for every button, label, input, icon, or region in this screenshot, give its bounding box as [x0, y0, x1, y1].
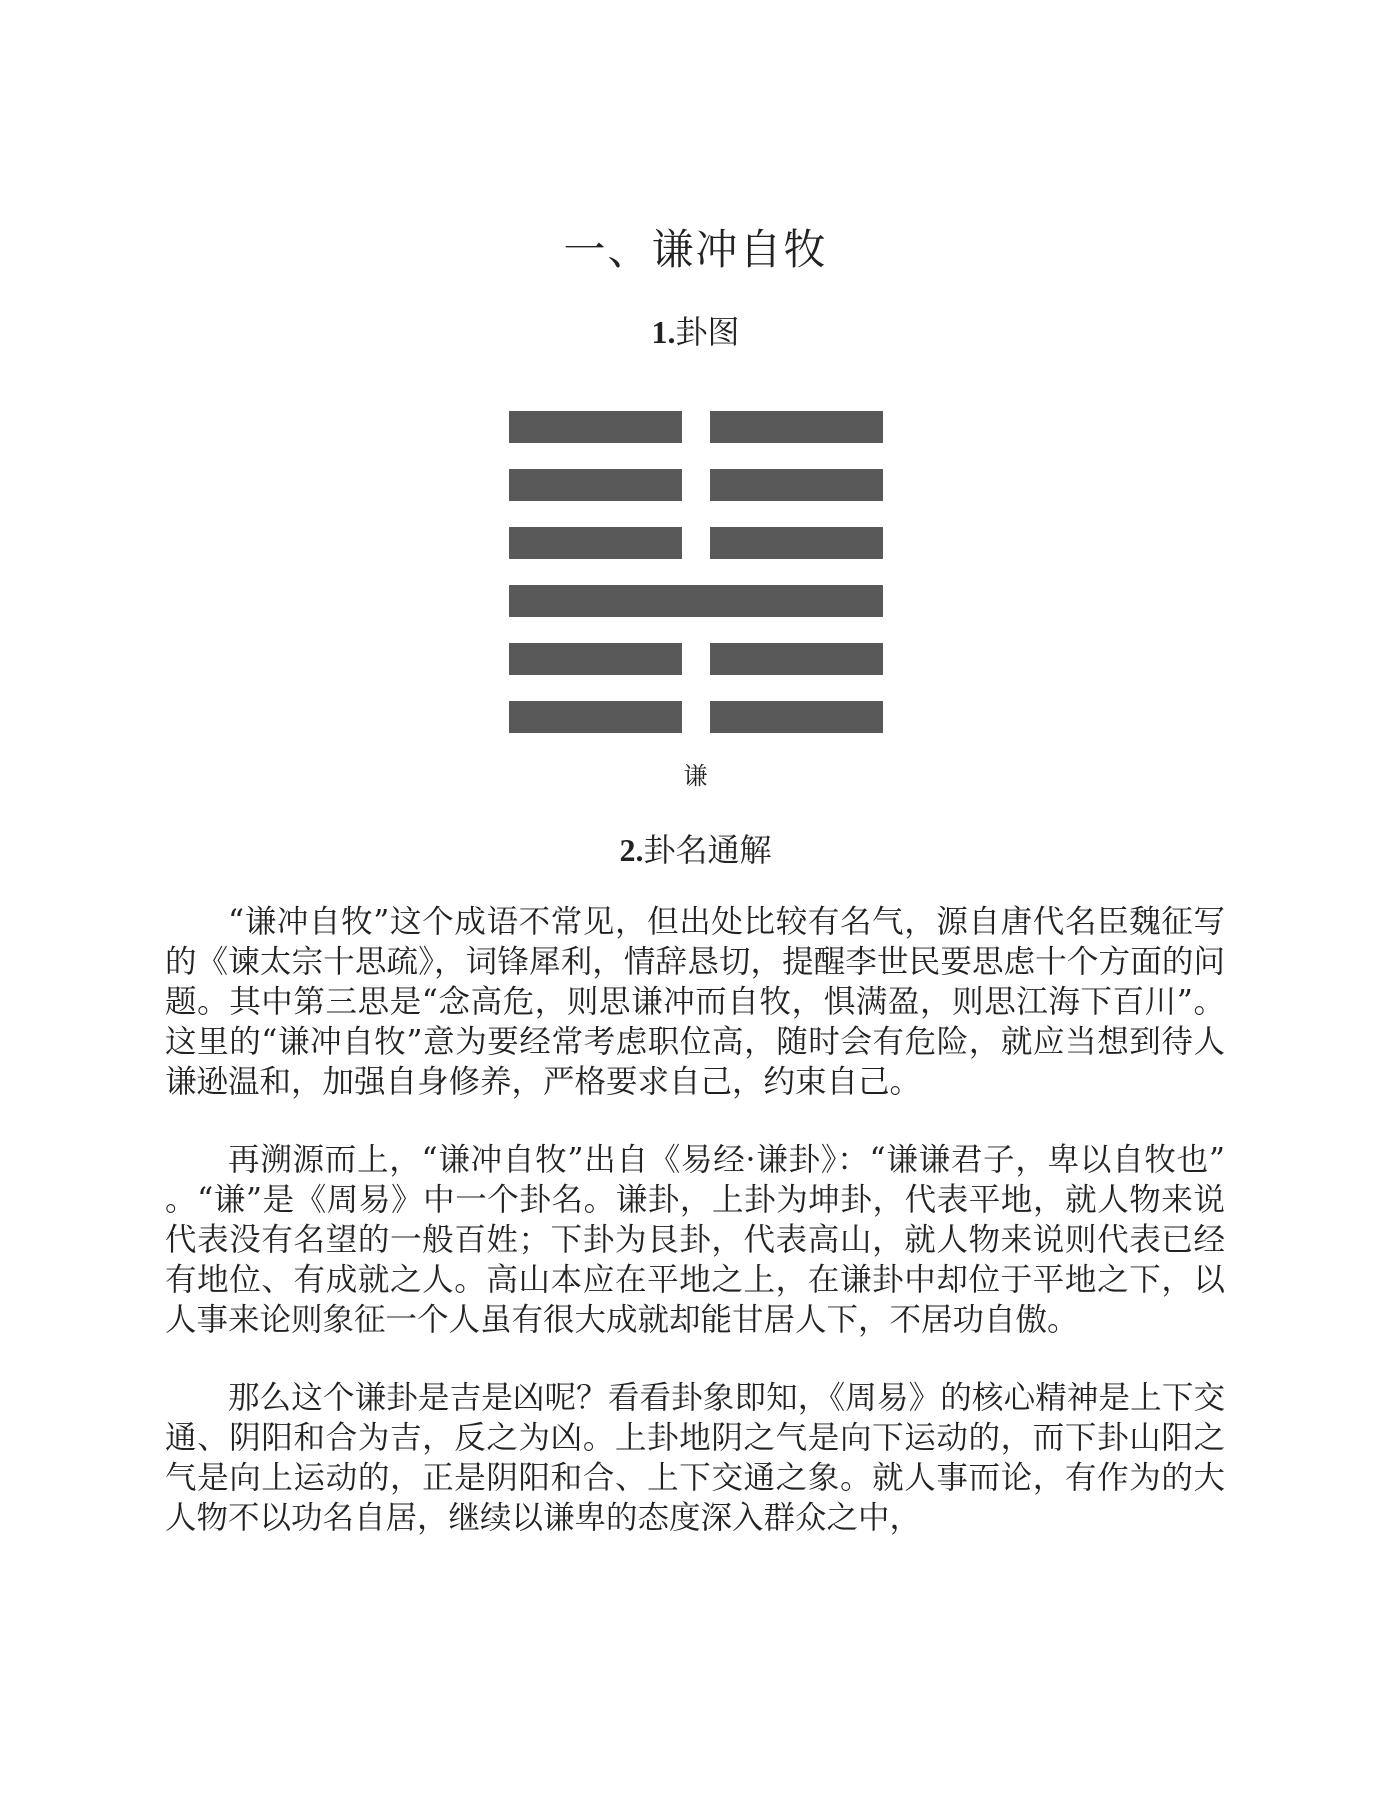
hexagram-line-segment: [509, 411, 682, 443]
hexagram-yin-line: [509, 527, 883, 559]
section-label: 卦名通解: [643, 831, 772, 869]
body-text: [165, 902, 1225, 1576]
section-label: 卦图: [675, 313, 740, 351]
hexagram-yin-line: [509, 469, 883, 501]
hexagram-line-segment: [509, 469, 682, 501]
hexagram-line-segment: [710, 411, 883, 443]
section-heading-name-explanation: [0, 828, 1391, 872]
chapter-title: 一、谦冲自牧: [563, 225, 828, 274]
hexagram-yang-line: [509, 585, 883, 617]
hexagram-line-segment: [710, 527, 883, 559]
hexagram-line-segment: [509, 701, 682, 733]
hexagram-yin-line: [509, 701, 883, 733]
hexagram-line-segment: [710, 643, 883, 675]
hexagram-line-segment: [509, 527, 682, 559]
section-number: 2.: [619, 832, 644, 868]
paragraph: 再溯源而上，“谦冲自牧”出自《易经·谦卦》：“谦谦君子，卑以自牧也”。“谦”是《周易》中一个卦名。谦卦，上卦为坤卦，代表平地，就人物来说代表没有名望的一般百姓；下卦为艮卦，代表高山，就人物来说则代表已经有地位、有成就之人。高山本应在平地之上，在谦卦中却位于平地之下，以人事来论则象征一个人虽有很大成就却能甘居人下，不居功自傲。: [165, 1142, 1225, 1338]
hexagram-line-segment: [509, 585, 883, 617]
hexagram-yin-line: [509, 643, 883, 675]
hexagram-line-segment: [710, 701, 883, 733]
hexagram-line-segment: [710, 469, 883, 501]
hexagram-caption: 谦: [683, 762, 708, 790]
paragraph: 那么这个谦卦是吉是凶呢？看看卦象即知，《周易》的核心精神是上下交通、阴阳和合为吉，反之为凶。上卦地阴之气是向下运动的，而下卦山阳之气是向上运动的，正是阴阳和合、上下交通之象。就人事而论，有作为的大人物不以功名自居，继续以谦卑的态度深入群众之中，: [165, 1380, 1225, 1536]
hexagram-diagram: [509, 411, 883, 735]
section-number: 1.: [651, 314, 676, 350]
paragraph: “谦冲自牧”这个成语不常见，但出处比较有名气，源自唐代名臣魏征写的《谏太宗十思疏》，词锋犀利，情辞恳切，提醒李世民要思虑十个方面的问题。其中第三思是“念高危，则思谦冲而自牧，惧满盈，则思江海下百川”。这里的“谦冲自牧”意为要经常考虑职位高，随时会有危险，就应当想到待人谦逊温和，加强自身修养，严格要求自己，约束自己。: [165, 904, 1225, 1100]
hexagram-line-segment: [509, 643, 682, 675]
hexagram-yin-line: [509, 411, 883, 443]
section-heading-hexagram-diagram: [0, 310, 1391, 354]
